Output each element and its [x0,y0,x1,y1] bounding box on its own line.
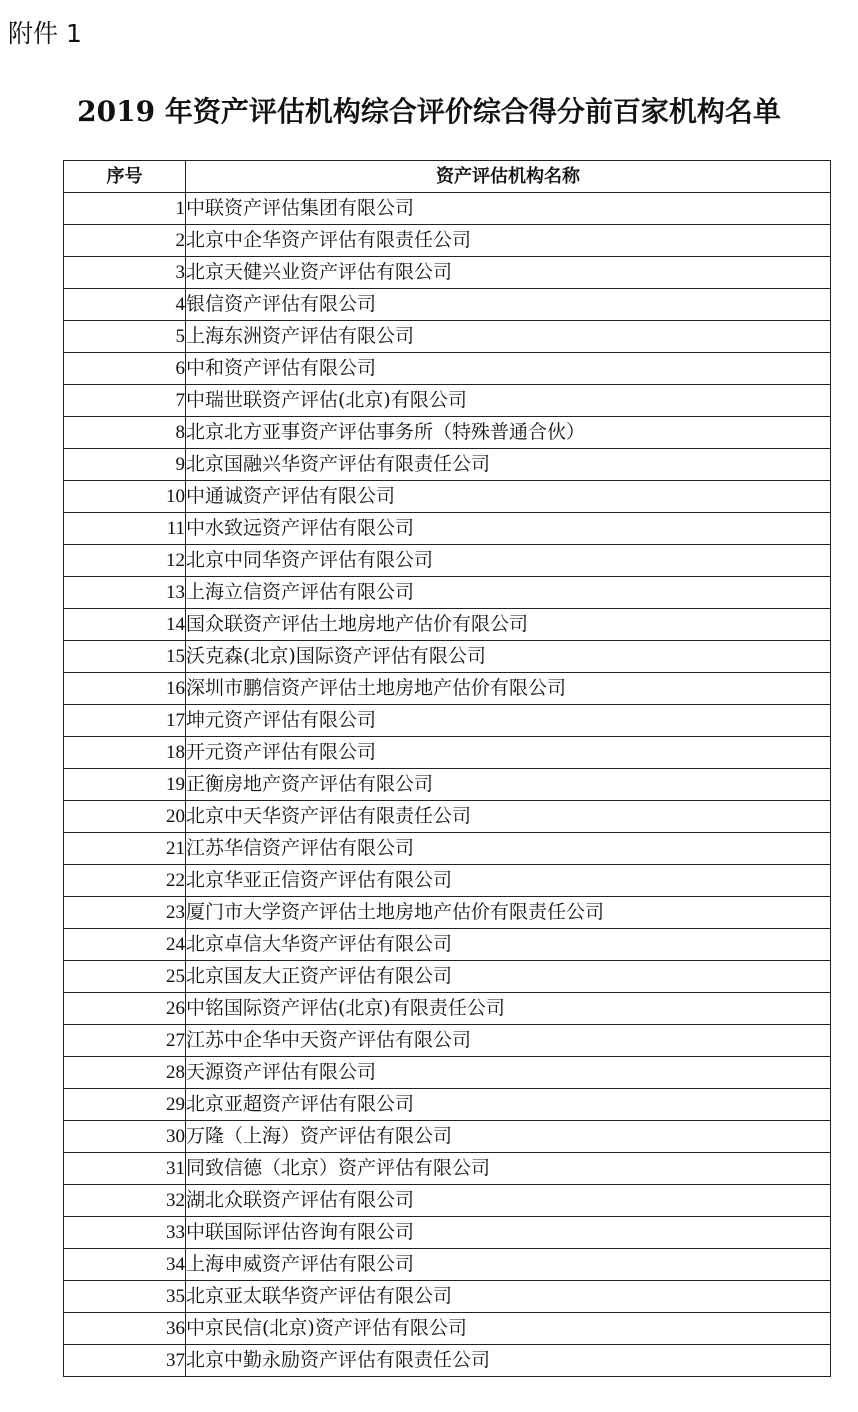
institution-name: 中水致远资产评估有限公司 [186,513,831,545]
table-row [64,993,831,1025]
table-row [64,481,831,513]
page-title: 2019 年资产评估机构综合评价综合得分前百家机构名单 [77,95,781,128]
table-row [64,417,831,449]
table-row [64,1121,831,1153]
table-row [64,225,831,257]
row-number: 6 [64,353,186,385]
institution-name: 中和资产评估有限公司 [186,353,831,385]
row-number: 10 [64,481,186,513]
row-number: 8 [64,417,186,449]
row-number: 14 [64,609,186,641]
table-row [64,513,831,545]
row-number: 13 [64,577,186,609]
institution-name: 正衡房地产资产评估有限公司 [186,769,831,801]
column-header-number: 序号 [64,161,186,193]
institution-name: 中铭国际资产评估(北京)有限责任公司 [186,993,831,1025]
institution-name: 北京中天华资产评估有限责任公司 [186,801,831,833]
row-number: 27 [64,1025,186,1057]
table-row [64,545,831,577]
row-number: 3 [64,257,186,289]
table-row [64,673,831,705]
institution-name: 北京国友大正资产评估有限公司 [186,961,831,993]
institution-name: 江苏华信资产评估有限公司 [186,833,831,865]
table-row [64,577,831,609]
institution-name: 北京亚超资产评估有限公司 [186,1089,831,1121]
institution-name: 银信资产评估有限公司 [186,289,831,321]
institution-name: 上海申威资产评估有限公司 [186,1249,831,1281]
institution-name: 北京北方亚事资产评估事务所（特殊普通合伙） [186,417,831,449]
institution-name: 北京中企华资产评估有限责任公司 [186,225,831,257]
table-row [64,385,831,417]
institution-name: 深圳市鹏信资产评估土地房地产估价有限公司 [186,673,831,705]
institution-name: 上海立信资产评估有限公司 [186,577,831,609]
institution-name: 北京华亚正信资产评估有限公司 [186,865,831,897]
institution-name: 北京国融兴华资产评估有限责任公司 [186,449,831,481]
table-row [64,1249,831,1281]
row-number: 36 [64,1313,186,1345]
table-body [64,193,831,1377]
row-number: 24 [64,929,186,961]
row-number: 16 [64,673,186,705]
table-row [64,929,831,961]
table-header-row [64,161,831,193]
institution-name: 坤元资产评估有限公司 [186,705,831,737]
row-number: 32 [64,1185,186,1217]
row-number: 9 [64,449,186,481]
row-number: 35 [64,1281,186,1313]
institution-name: 国众联资产评估土地房地产估价有限公司 [186,609,831,641]
institution-name: 万隆（上海）资产评估有限公司 [186,1121,831,1153]
institution-name: 中联国际评估咨询有限公司 [186,1217,831,1249]
row-number: 22 [64,865,186,897]
row-number: 15 [64,641,186,673]
institution-name: 沃克森(北京)国际资产评估有限公司 [186,641,831,673]
row-number: 26 [64,993,186,1025]
institution-name: 北京中勤永励资产评估有限责任公司 [186,1345,831,1377]
row-number: 33 [64,1217,186,1249]
institution-name: 天源资产评估有限公司 [186,1057,831,1089]
table-row [64,1185,831,1217]
table-row [64,1345,831,1377]
institution-name: 江苏中企华中天资产评估有限公司 [186,1025,831,1057]
row-number: 37 [64,1345,186,1377]
table-row [64,897,831,929]
column-header-name: 资产评估机构名称 [186,161,831,193]
table-row [64,833,831,865]
table-row [64,641,831,673]
row-number: 11 [64,513,186,545]
table-row [64,257,831,289]
row-number: 1 [64,193,186,225]
row-number: 7 [64,385,186,417]
table-row [64,1025,831,1057]
table-row [64,321,831,353]
table-row [64,769,831,801]
table-row [64,1057,831,1089]
institution-name: 北京卓信大华资产评估有限公司 [186,929,831,961]
row-number: 21 [64,833,186,865]
table-row [64,705,831,737]
row-number: 34 [64,1249,186,1281]
table-row [64,737,831,769]
institution-name: 湖北众联资产评估有限公司 [186,1185,831,1217]
row-number: 2 [64,225,186,257]
table-row [64,1153,831,1185]
table-row [64,1089,831,1121]
institution-name: 同致信德（北京）资产评估有限公司 [186,1153,831,1185]
row-number: 17 [64,705,186,737]
institution-name: 中瑞世联资产评估(北京)有限公司 [186,385,831,417]
row-number: 12 [64,545,186,577]
table-row [64,961,831,993]
table-row [64,609,831,641]
row-number: 20 [64,801,186,833]
row-number: 28 [64,1057,186,1089]
table-row [64,1281,831,1313]
row-number: 18 [64,737,186,769]
institution-name: 中京民信(北京)资产评估有限公司 [186,1313,831,1345]
row-number: 23 [64,897,186,929]
institution-name: 厦门市大学资产评估土地房地产估价有限责任公司 [186,897,831,929]
institution-table [63,160,831,1377]
institution-name: 中通诚资产评估有限公司 [186,481,831,513]
table-row [64,449,831,481]
attachment-label: 附件 1 [8,19,82,48]
institution-name: 北京天健兴业资产评估有限公司 [186,257,831,289]
institution-name: 北京中同华资产评估有限公司 [186,545,831,577]
row-number: 5 [64,321,186,353]
table-row [64,353,831,385]
row-number: 29 [64,1089,186,1121]
institution-name: 中联资产评估集团有限公司 [186,193,831,225]
table-row [64,289,831,321]
table-row [64,1313,831,1345]
row-number: 31 [64,1153,186,1185]
table-row [64,193,831,225]
row-number: 4 [64,289,186,321]
institution-name: 开元资产评估有限公司 [186,737,831,769]
table-row [64,865,831,897]
row-number: 25 [64,961,186,993]
table-row [64,801,831,833]
row-number: 30 [64,1121,186,1153]
institution-name: 上海东洲资产评估有限公司 [186,321,831,353]
row-number: 19 [64,769,186,801]
institution-name: 北京亚太联华资产评估有限公司 [186,1281,831,1313]
table-row [64,1217,831,1249]
